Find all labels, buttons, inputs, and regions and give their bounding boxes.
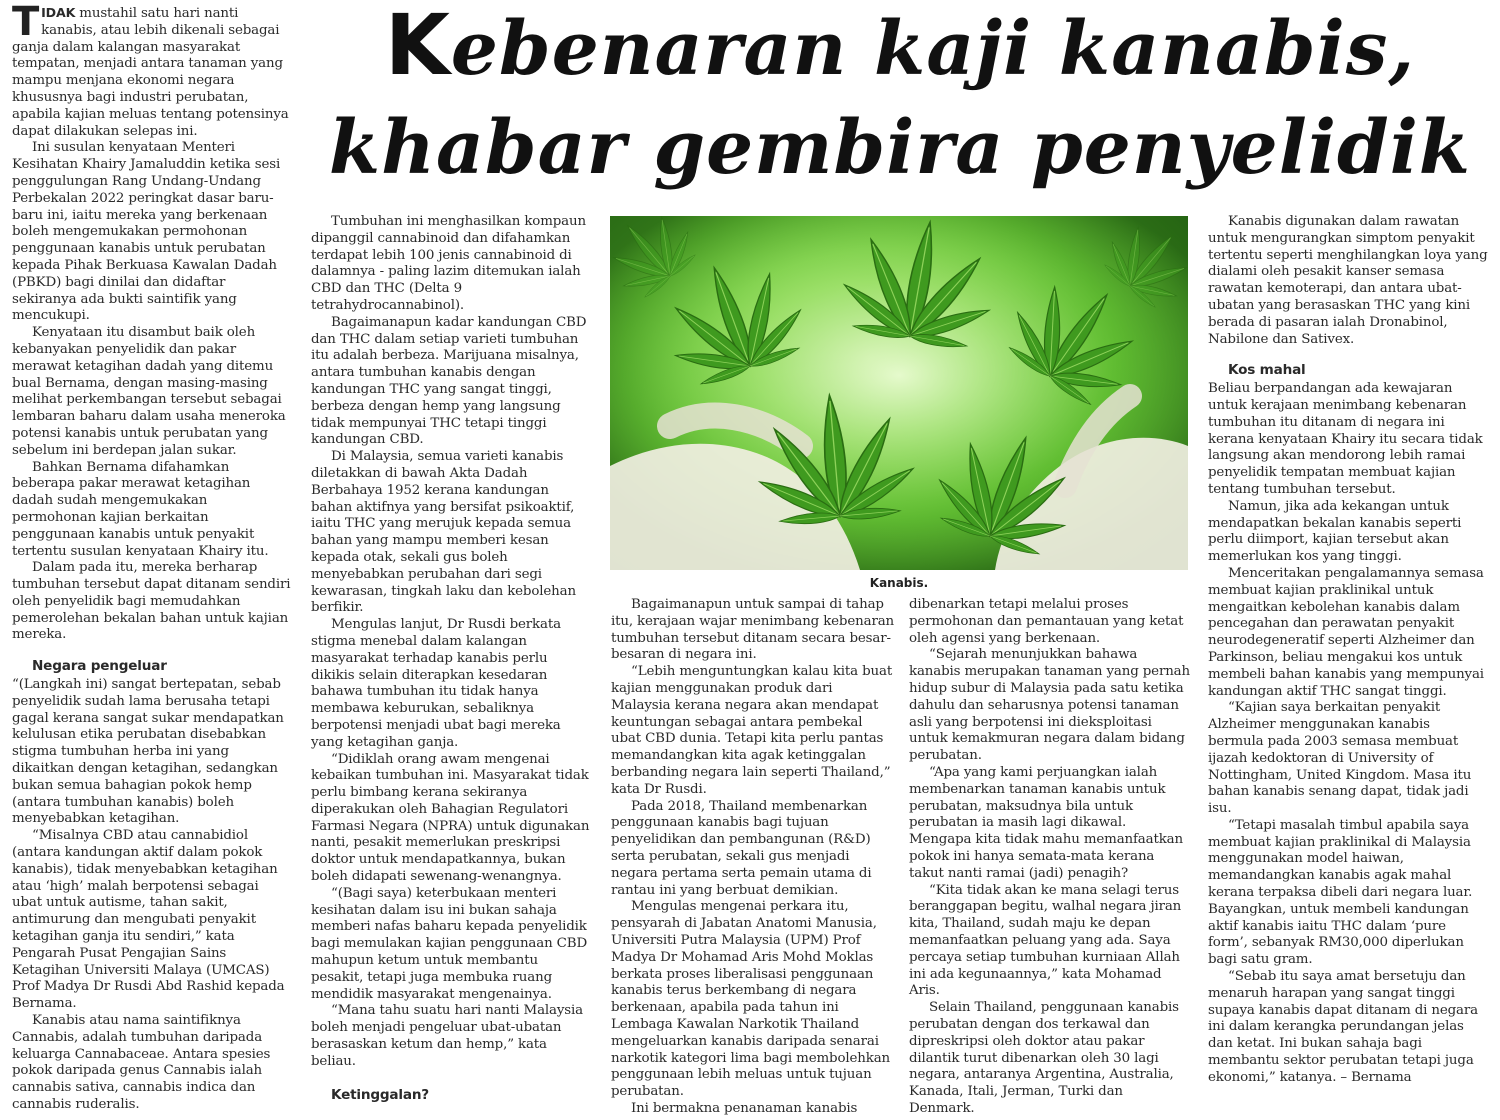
paragraph: “Apa yang kami perjuangkan ialah membenarkan tanaman kanabis untuk perubatan, maksudnya bila untuk perubatan ia masih lagi dikawal. Mengapa kita tidak mahu memanfaatkan pokok ini hanya semata-mata kerana takut nanti ramai (jadi) penagih? [909,764,1183,881]
paragraph: “Kajian saya berkaitan penyakit Alzheimer menggunakan kanabis bermula pada 2003 semasa membuat ijazah kedoktoran di University of Nottingham, United Kingdom. Masa itu bahan kanabis senang dapat, tidak jadi isu. [1208,700,1472,817]
lead-text: mustahil satu hari nanti kanabis, atau lebih dikenali sebagai ganja dalam kalangan masyarakat tempatan, menjadi antara tanaman yang mampu menjana ekonomi negara khususnya bagi industri perubatan, apabila kajian meluas tentang potensinya dapat dilakukan selepas ini. [12,6,289,139]
paragraph: Mengulas lanjut, Dr Rusdi berkata stigma menebal dalam kalangan masyarakat terhadap kanabis perlu dikikis selain diterapkan kesedaran bahawa tumbuhan itu tidak hanya membawa keburukan, sebaliknya berpotensi menjadi ubat bagi mereka yang ketagihan ganja. [311,617,561,750]
paragraph: “Didiklah orang awam mengenai kebaikan tumbuhan ini. Masyarakat tidak perlu bimbang kerana sekiranya diperakukan oleh Bahagian Regulatori Farmasi Negara (NPRA) untuk digunakan nanti, pesakit memerlukan preskripsi doktor untuk mendapatkannya, bukan boleh didapati sewenang-wenangnya. [311,751,590,885]
photo-caption: Kanabis. [869,576,929,590]
paragraph: “Lebih menguntungkan kalau kita buat kajian menggunakan produk dari Malaysia kerana negara akan mendapat keuntungan sebagai antara pembekal ubat CBD dunia. Tetapi kita perlu pantas memandangkan kita agak ketinggalan berbanding negara lain seperti Thailand,” kata Dr Rusdi. [611,664,893,797]
paragraph: Kanabis digunakan dalam rawatan untuk mengurangkan simptom penyakit tertentu seperti menghilangkan loya yang dialami oleh pesakit kanser semasa rawatan kemoterapi, dan antara ubat-ubatan yang berasaskan THC yang kini berada di pasaran ialah Dronabinol, Nabilone dan Sativex. [1208,214,1488,347]
paragraph: dibenarkan tetapi melalui proses permohonan dan pemantauan yang ketat oleh agensi yang berkenaan. [909,597,1184,646]
paragraph: Bahkan Bernama difahamkan beberapa pakar merawat ketagihan dadah sudah mengemukakan permohonan kajian berkaitan penggunaan kanabis untuk penyakit tertentu susulan kenyataan Khairy itu. [12,459,269,559]
paragraph: “Mana tahu suatu hari nanti Malaysia boleh menjadi pengeluar ubat-ubatan berasaskan ketum dan hemp,” kata beliau. [311,1003,583,1069]
paragraph: Namun, jika ada kekangan untuk mendapatkan bekalan kanabis seperti perlu diimport, kajian tersebut akan memerlukan kos yang tinggi. [1208,498,1462,565]
paragraph: Mengulas mengenai perkara itu, pensyarah di Jabatan Anatomi Manusia, Universiti Putra Malaysia (UPM) Prof Madya Dr Mohamad Aris Mohd Moklas berkata proses liberalisasi penggunaan kanabis terus berkembang di negara berkenaan, apabila pada tahun ini Lembaga Kawalan Narkotik Thailand mengeluarkan kanabis daripada senarai narkotik kategori lima bagi membolehkan penggunaan lebih meluas untuk tujuan perubatan. [611,899,891,1100]
article-column-1 [12,0,292,1114]
paragraph: “(Bagi saya) keterbukaan menteri kesihatan dalam isu ini bukan sahaja memberi nafas baharu kepada penyelidik bagi memulakan kajian penggunaan CBD mahupun ketum untuk membantu pesakit, tetapi juga membuka ruang mendidik masyarakat mengenainya. [311,885,588,1002]
paragraph: “Kita tidak akan ke mana selagi terus beranggapan begitu, walhal negara jiran kita, Thailand, sudah maju ke depan memanfaatkan peluang yang ada. Saya percaya setiap tumbuhan kurniaan Allah ini ada kegunaannya,” kata Mohamad Aris. [909,882,1182,999]
lead-paragraph [12,0,292,140]
subheading-negara-pengeluar: Negara pengeluar [32,658,167,675]
paragraph: “Sejarah menunjukkan bahawa kanabis merupakan tanaman yang pernah hidup subur di Malaysia pada satu ketika dahulu dan seharusnya potensi tanaman asli yang berpotensi ini dieksploitasi untuk kemakmuran negara dalam bidang perubatan. [909,647,1190,764]
paragraph: Bagaimanapun untuk sampai di tahap itu, kerajaan wajar menimbang kebenaran tumbuhan tersebut ditanam secara besar-besaran di negara ini. [611,597,894,663]
article-column-3 [611,597,894,1118]
subheading-kos-mahal: Kos mahal [1228,362,1306,379]
article-column-4 [909,597,1192,1118]
paragraph: “Sebab itu saya amat bersetuju dan menaruh harapan yang sangat tinggi supaya kanabis dapat ditanam di negara ini dalam kerangka perundangan jelas dan ketat. Ini bukan sahaja bagi membantu sektor perubatan tetapi juga ekonomi,” katanya. – Bernama [1208,969,1478,1085]
paragraph: “Tetapi masalah timbul apabila saya membuat kajian praklinikal di Malaysia menggunakan model haiwan, memandangkan kanabis agak mahal kerana terpaksa dibeli dari negara luar. Bayangkan, untuk membeli kandungan aktif kanabis iaitu THC dalam ‘pure form’, sebanyak RM30,000 diperlukan bagi satu gram. [1208,817,1473,968]
paragraph: Kenyataan itu disambut baik oleh kebanyakan penyelidik dan pakar merawat ketagihan dadah yang ditemu bual Bernama, dengan masing-masing melihat perkembangan tersebut sebagai lembaran baharu dalam usaha meneroka potensi kanabis untuk perubatan yang sebelum ini berdepan jalan sukar. [12,325,286,458]
paragraph: Pada 2018, Thailand membenarkan penggunaan kanabis bagi tujuan penyelidikan dan pembangunan (R&D) serta perubatan, sekali gus menjadi negara pertama serta pemain utama di rantau ini yang berbuat demikian. [611,798,872,898]
paragraph: “(Langkah ini) sangat bertepatan, sebab penyelidik sudah lama berusaha tetapi gagal kerana sangat sukar mendapatkan kelulusan etika perubatan disebabkan stigma tumbuhan herba ini yang dikaitkan dengan ketagihan, sedangkan bukan semua bahagian pokok hemp (antara tumbuhan kanabis) boleh menyebabkan ketagihan. [12,677,284,827]
headline-line-1-text: ebenaran kaji kanabis, [450,6,1416,92]
paragraph: “Misalnya CBD atau cannabidiol (antara kandungan aktif dalam pokok kanabis), tidak menyebabkan ketagihan atau ‘high’ malah berpotensi sebagai ubat untuk autisme, tahan sakit, antimurung dan mengubati penyakit ketagihan ganja itu sendiri,” kata Pengarah Pusat Pengajian Sains Ketagihan Universiti Malaya (UMCAS) Prof Madya Dr Rusdi Abd Rashid kepada Bernama. [12,828,285,1012]
paragraph: Ini susulan kenyataan Menteri Kesihatan Khairy Jamaluddin ketika sesi penggulungan Rang Undang-Undang Perbekalan 2022 peringkat dasar baru-baru ini, iaitu mereka yang berkenaan boleh mengemukakan permohonan penggunaan kanabis untuk perubatan kepada Pihak Berkuasa Kawalan Dadah (PBKD) bagi dinilai dan didaftar sekiranya ada bukti saintifik yang mencukupi. [12,140,281,324]
paragraph: Tumbuhan ini menghasilkan kompaun dipanggil cannabinoid dan difahamkan terdapat lebih 100 jenis cannabinoid di dalamnya - paling lazim ditemukan ialah CBD dan THC (Delta 9 tetrahydrocannabinol). [311,214,586,313]
paragraph: Menceritakan pengalamannya semasa membuat kajian praklinikal untuk mengaitkan kebolehan kanabis dalam pencegahan dan perawatan penyakit neurodegeneratif seperti Alzheimer dan Parkinson, beliau mengakui kos untuk membeli bahan kanabis yang mempunyai kandungan aktif THC sangat tinggi. [1208,565,1484,699]
lead-caps: IDAK [41,5,76,20]
subheading-ketinggalan: Ketinggalan? [331,1086,429,1103]
paragraph: Dalam pada itu, mereka berharap tumbuhan tersebut dapat ditanam sendiri oleh penyelidik bagi memudahkan pemerolehan bekalan bahan untuk kajian mereka. [12,560,291,643]
cannabis-leaves-hands-photo-icon [610,216,1188,570]
paragraph: Kanabis atau nama saintifiknya Cannabis, adalah tumbuhan daripada keluarga Cannabaceae. Antara spesies pokok daripada genus Cannabis ialah cannabis sativa, cannabis indica dan cannabis ruderalis. [12,1013,271,1112]
paragraph: Beliau berpandangan ada kewajaran untuk kerajaan menimbang kebenaran tumbuhan itu ditanam di negara ini kerana kenyataan Khairy itu secara tidak langsung akan mendorong lebih ramai penyelidik tempatan membuat kajian tentang tumbuhan tersebut. [1208,381,1483,497]
paragraph: Selain Thailand, penggunaan kanabis perubatan dengan dos terkawal dan dipreskripsi oleh doktor atau pakar dilantik turut dibenarkan oleh 30 lagi negara, antaranya Argentina, Australia, Kanada, Itali, Jerman, Turki dan Denmark. [909,1000,1179,1116]
paragraph: Bagaimanapun kadar kandungan CBD dan THC dalam setiap varieti tumbuhan itu adalah berbeza. Marijuana misalnya, antara tumbuhan kanabis dengan kandungan THC yang sangat tinggi, berbeza dengan hemp yang langsung tidak mempunyai THC tetapi tinggi kandungan CBD. [311,314,587,448]
article-column-5 [1208,214,1488,1087]
drop-cap: T [12,0,40,45]
paragraph: Ini bermakna penanaman kanabis [631,1100,858,1116]
article-column-2 [311,214,591,1105]
headline-initial: K [384,0,451,94]
headline-line-2: khabar gembira penyelidik [328,105,1472,191]
cannabis-photo [610,216,1188,570]
headline-line-1 [300,2,1500,92]
paragraph: Di Malaysia, semua varieti kanabis diletakkan di bawah Akta Dadah Berbahaya 1952 kerana kandungan bahan aktifnya yang bersifat psikoaktif, iaitu THC yang merujuk kepada semua bahan yang mampu memberi kesan kepada otak, sekali gus boleh menyebabkan perubahan dari segi kewarasan, tingkah laku dan kebolehan berfikir. [311,449,576,616]
